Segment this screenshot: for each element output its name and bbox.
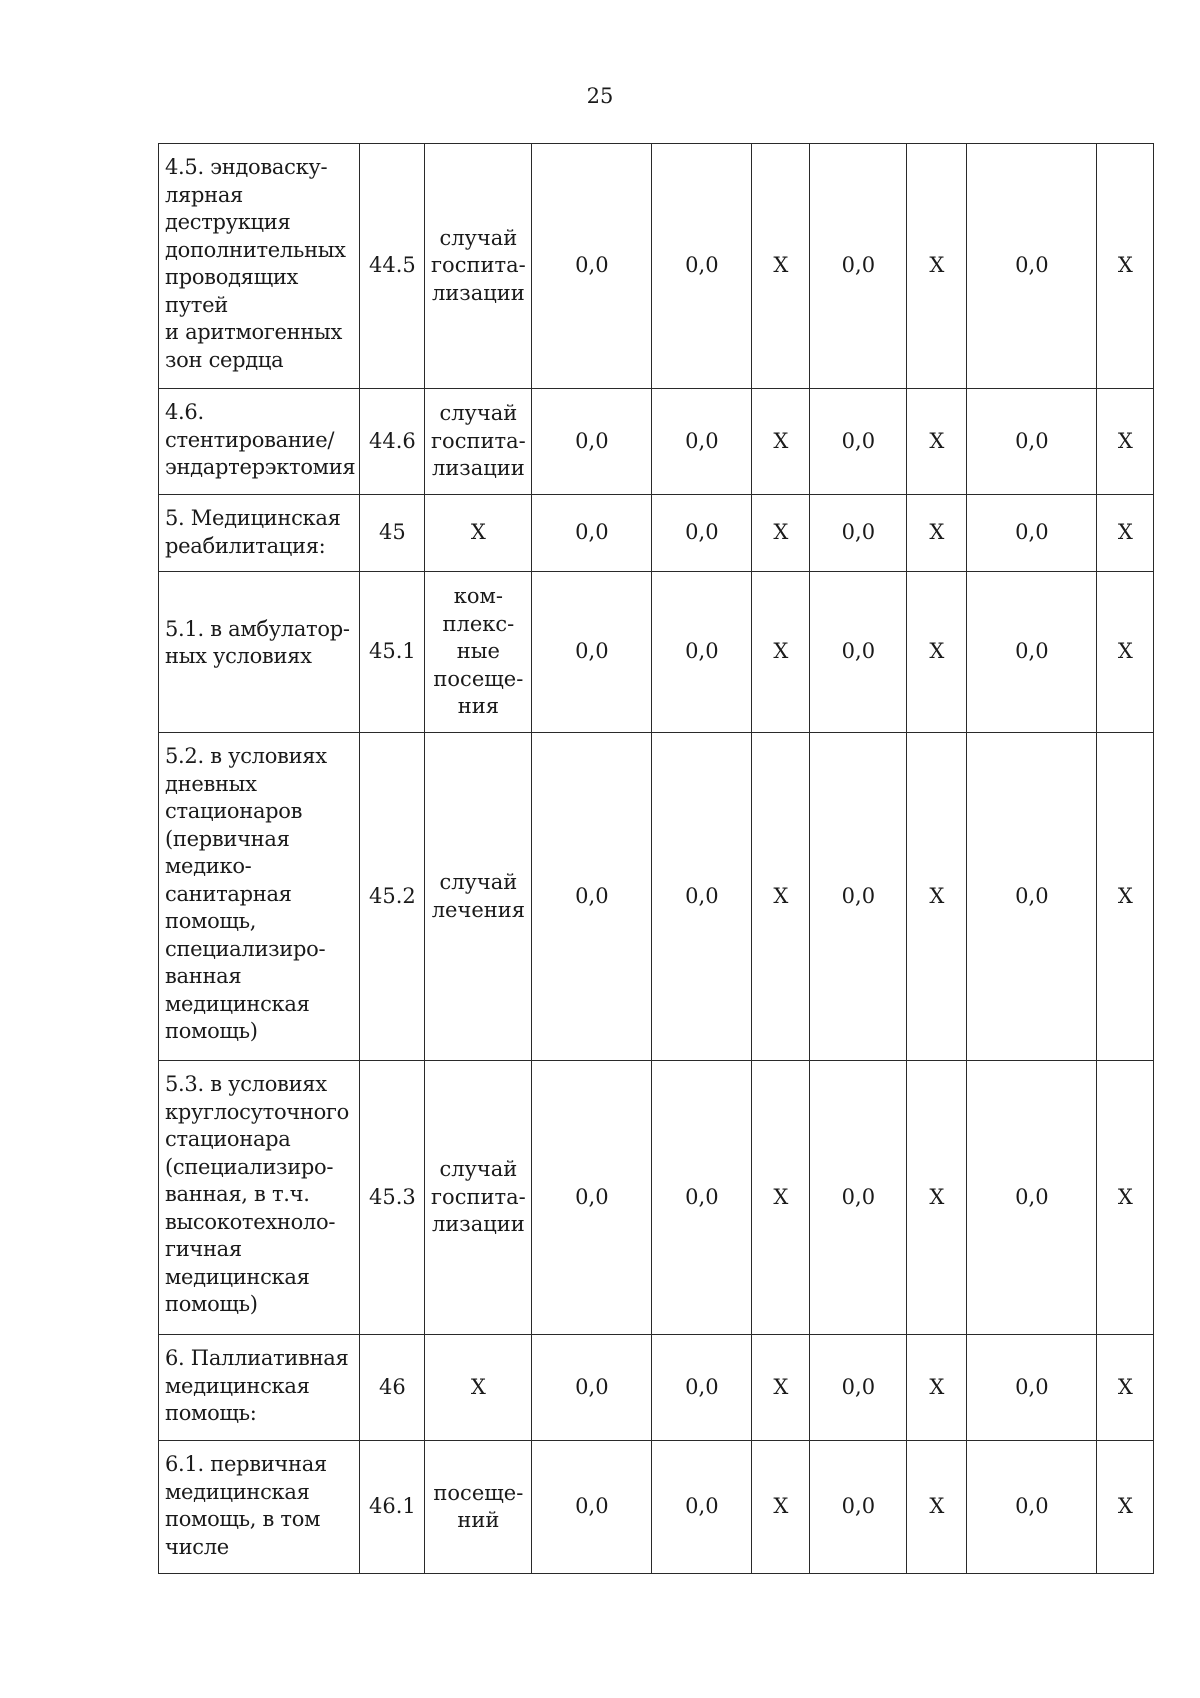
value-cell: 0,0 <box>967 495 1097 572</box>
value-cell: X <box>752 144 810 389</box>
value-cell: 0,0 <box>810 733 907 1061</box>
row-unit-cell: случай госпита- лизации <box>425 389 532 495</box>
value-cell: X <box>752 1441 810 1574</box>
data-table <box>158 143 1154 1574</box>
row-code-cell: 46 <box>360 1335 425 1441</box>
value-cell: 0,0 <box>810 144 907 389</box>
value-cell: 0,0 <box>967 572 1097 733</box>
value-cell: 0,0 <box>967 389 1097 495</box>
value-cell: 0,0 <box>652 1061 752 1335</box>
row-unit-cell: X <box>425 1335 532 1441</box>
value-cell: X <box>1097 1335 1154 1441</box>
value-cell: X <box>1097 733 1154 1061</box>
value-cell: 0,0 <box>967 733 1097 1061</box>
table-row <box>159 495 1154 572</box>
row-name-cell: 4.6. стентирование/ эндартерэктомия <box>159 389 360 495</box>
row-name-cell: 4.5. эндоваску- лярная деструкция дополнительных проводящих путей и аритмогенных зон сердца <box>159 144 360 389</box>
table-row <box>159 389 1154 495</box>
value-cell: X <box>752 1335 810 1441</box>
value-cell: X <box>907 389 967 495</box>
row-name-cell: 6.1. первичная медицинская помощь, в том числе <box>159 1441 360 1574</box>
value-cell: 0,0 <box>652 572 752 733</box>
row-unit-cell: случай лечения <box>425 733 532 1061</box>
value-cell: 0,0 <box>532 389 652 495</box>
value-cell: 0,0 <box>652 733 752 1061</box>
row-name-cell: 5.2. в условиях дневных стационаров (первичная медико- санитарная помощь, специализиро- ванная медицинская помощь) <box>159 733 360 1061</box>
value-cell: X <box>907 495 967 572</box>
row-unit-cell: случай госпита- лизации <box>425 144 532 389</box>
row-unit-cell: X <box>425 495 532 572</box>
value-cell: 0,0 <box>652 1441 752 1574</box>
value-cell: 0,0 <box>810 1061 907 1335</box>
value-cell: 0,0 <box>532 1335 652 1441</box>
value-cell: 0,0 <box>652 1335 752 1441</box>
value-cell: 0,0 <box>810 572 907 733</box>
value-cell: X <box>752 1061 810 1335</box>
row-code-cell: 44.6 <box>360 389 425 495</box>
value-cell: X <box>1097 1061 1154 1335</box>
value-cell: 0,0 <box>967 144 1097 389</box>
value-cell: 0,0 <box>967 1335 1097 1441</box>
value-cell: X <box>1097 389 1154 495</box>
row-code-cell: 45.2 <box>360 733 425 1061</box>
value-cell: 0,0 <box>652 495 752 572</box>
value-cell: 0,0 <box>532 1061 652 1335</box>
value-cell: 0,0 <box>810 1335 907 1441</box>
value-cell: 0,0 <box>532 572 652 733</box>
row-name-cell: 6. Паллиативная медицинская помощь: <box>159 1335 360 1441</box>
value-cell: X <box>907 733 967 1061</box>
row-name-cell: 5.1. в амбулатор- ных условиях <box>159 572 360 733</box>
value-cell: X <box>907 1335 967 1441</box>
row-code-cell: 45 <box>360 495 425 572</box>
row-name-cell: 5. Медицинская реабилитация: <box>159 495 360 572</box>
value-cell: X <box>907 144 967 389</box>
table-row <box>159 572 1154 733</box>
value-cell: 0,0 <box>967 1441 1097 1574</box>
value-cell: 0,0 <box>810 1441 907 1574</box>
value-cell: X <box>907 572 967 733</box>
value-cell: X <box>907 1441 967 1574</box>
value-cell: X <box>752 733 810 1061</box>
value-cell: 0,0 <box>652 389 752 495</box>
row-unit-cell: посеще- ний <box>425 1441 532 1574</box>
row-unit-cell: случай госпита- лизации <box>425 1061 532 1335</box>
value-cell: 0,0 <box>652 144 752 389</box>
row-code-cell: 45.3 <box>360 1061 425 1335</box>
value-cell: X <box>752 572 810 733</box>
value-cell: 0,0 <box>532 1441 652 1574</box>
value-cell: 0,0 <box>810 495 907 572</box>
value-cell: 0,0 <box>532 144 652 389</box>
value-cell: X <box>752 495 810 572</box>
value-cell: X <box>1097 495 1154 572</box>
row-unit-cell: ком- плекс- ные посеще- ния <box>425 572 532 733</box>
value-cell: X <box>1097 144 1154 389</box>
value-cell: 0,0 <box>532 733 652 1061</box>
table-row <box>159 1335 1154 1441</box>
value-cell: 0,0 <box>810 389 907 495</box>
table-row <box>159 1441 1154 1574</box>
table-row <box>159 1061 1154 1335</box>
value-cell: 0,0 <box>967 1061 1097 1335</box>
row-code-cell: 45.1 <box>360 572 425 733</box>
value-cell: X <box>1097 572 1154 733</box>
value-cell: 0,0 <box>532 495 652 572</box>
table-row <box>159 733 1154 1061</box>
row-name-cell: 5.3. в условиях круглосуточного стационара (специализиро- ванная, в т.ч. высокотехноло- гичная медицинская помощь) <box>159 1061 360 1335</box>
value-cell: X <box>1097 1441 1154 1574</box>
page-number: 25 <box>586 84 614 108</box>
table-row <box>159 144 1154 389</box>
value-cell: X <box>752 389 810 495</box>
row-code-cell: 44.5 <box>360 144 425 389</box>
value-cell: X <box>907 1061 967 1335</box>
row-code-cell: 46.1 <box>360 1441 425 1574</box>
